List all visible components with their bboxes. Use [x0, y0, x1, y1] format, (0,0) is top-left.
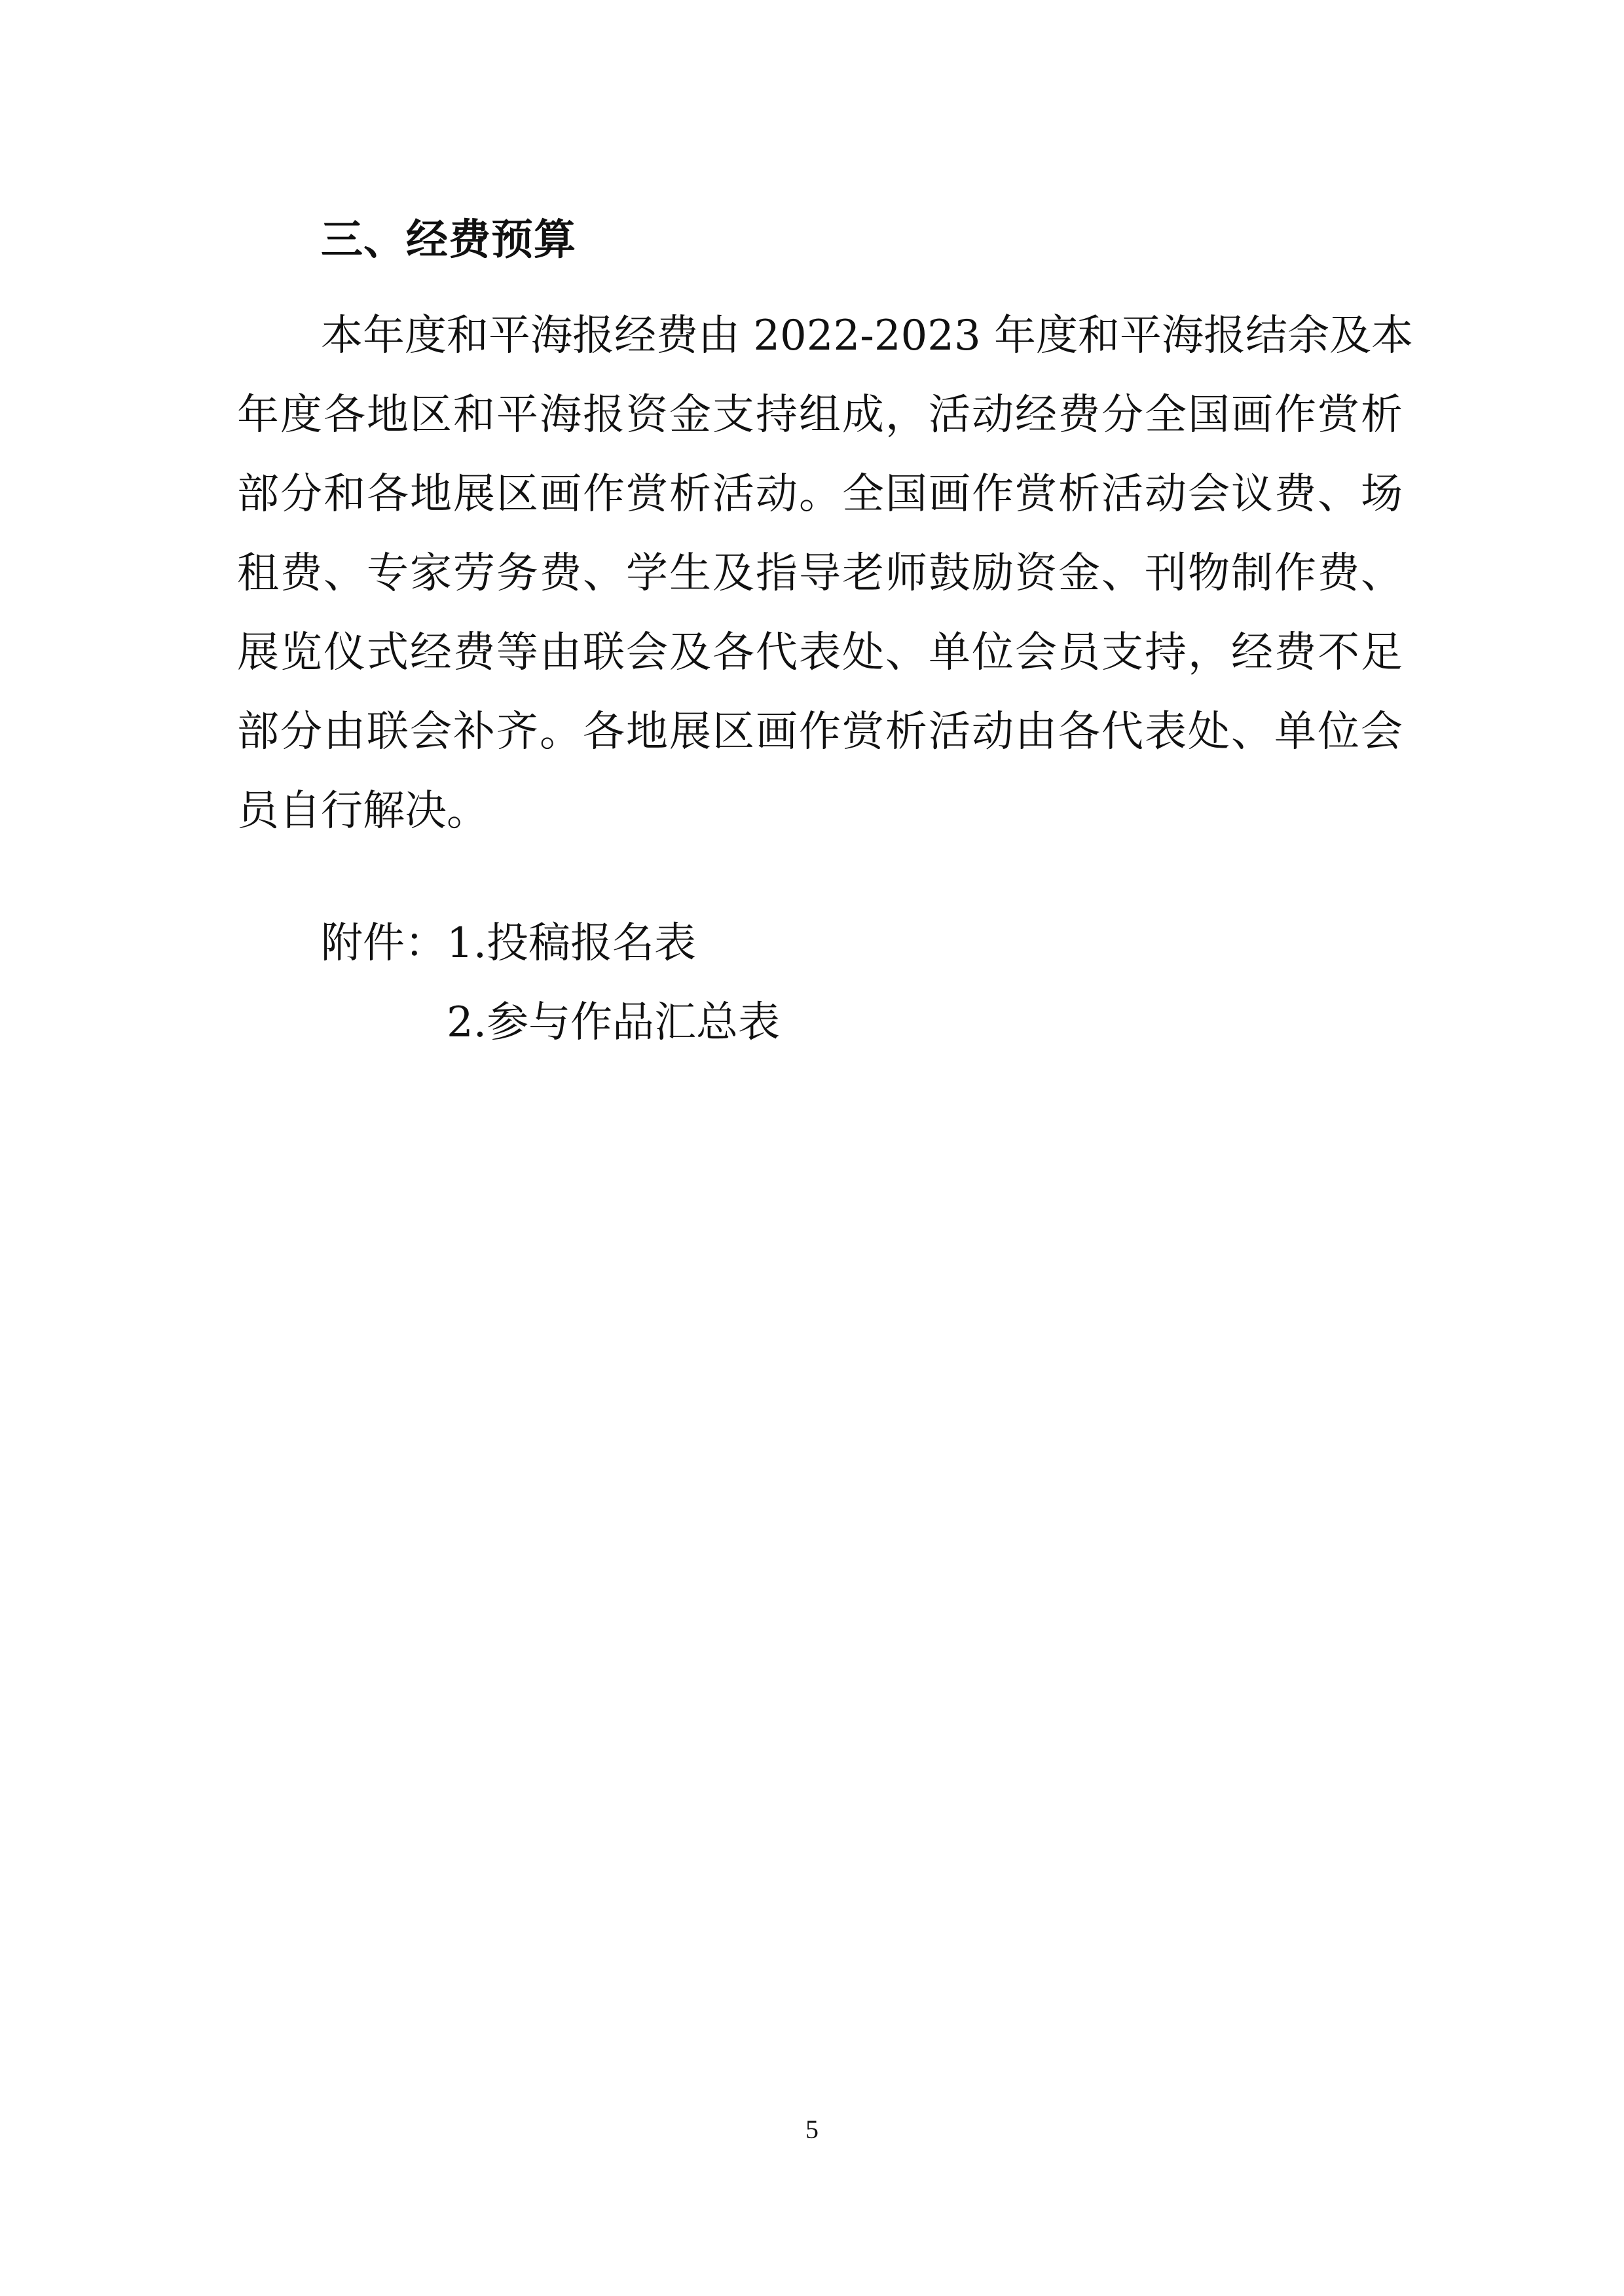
attachment-item: 1.投稿报名表	[447, 919, 697, 968]
paragraph-line: 年度各地区和平海报资金支持组成，活动经费分全国画作赏析	[237, 391, 1403, 439]
attachment-item: 2.参与作品汇总表	[447, 998, 781, 1047]
paragraph-line: 租费、专家劳务费、学生及指导老师鼓励资金、刊物制作费、	[237, 549, 1403, 598]
paragraph-line: 展览仪式经费等由联会及各代表处、单位会员支持，经费不足	[237, 629, 1403, 677]
paragraph-line: 本年度和平海报经费由 2022-2023 年度和平海报结余及本	[321, 312, 1414, 360]
section-heading: 三、经费预算	[321, 216, 576, 264]
page-number: 5	[805, 2115, 819, 2144]
paragraph-line: 部分由联会补齐。各地展区画作赏析活动由各代表处、单位会	[237, 708, 1403, 756]
attachments-label: 附件：	[321, 919, 447, 968]
paragraph-line: 员自行解决。	[237, 787, 489, 835]
paragraph-line: 部分和各地展区画作赏析活动。全国画作赏析活动会议费、场	[237, 470, 1403, 519]
